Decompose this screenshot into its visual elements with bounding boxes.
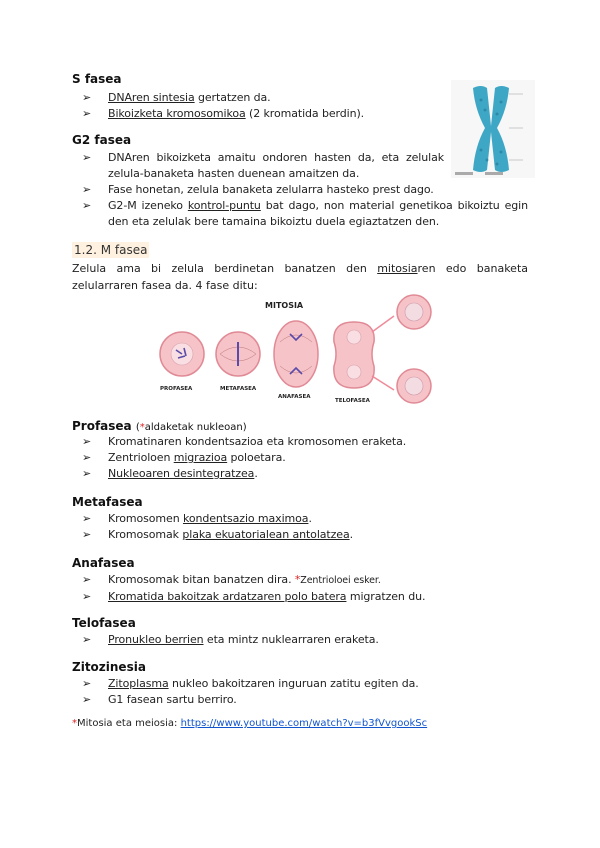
arrow-down-icon <box>372 376 394 390</box>
diagram-label-anafasea: ANAFASEA <box>278 394 311 400</box>
list-item: ➢ DNAren bikoizketa amaitu ondoren hasten da, eta zelulak zelula-banaketa hasten duenean amaitzen da. <box>82 151 444 180</box>
g2-phase-list-top <box>72 150 444 198</box>
list-item: ➢ Fase honetan, zelula banaketa zelularra hasteko prest dago. <box>82 183 434 196</box>
list-item: ➢ Kromosomak plaka ekuatorialean antolatzea. <box>82 528 354 541</box>
list-item: ➢ Nukleoaren desintegratzea. <box>82 467 258 480</box>
diagram-label-profasea: PROFASEA <box>160 386 193 392</box>
g2-phase-list-bottom <box>72 198 528 230</box>
arrow-bullet-icon: ➢ <box>82 573 92 586</box>
list-item: ➢ G1 fasean sartu berriro. <box>82 693 237 706</box>
arrow-bullet-icon: ➢ <box>82 528 92 541</box>
list-item: ➢ Pronukleo berrien eta mintz nuklearraren eraketa. <box>82 633 379 646</box>
telofase-heading: Telofasea <box>72 616 136 630</box>
list-item: ➢ Bikoizketa kromosomikoa (2 kromatida berdin). <box>82 107 365 120</box>
telofase-list <box>72 632 528 648</box>
s-phase-heading: S fasea <box>72 72 122 86</box>
anafase-list <box>72 572 528 605</box>
m-phase-paragraph: Zelula ama bi zelula berdinetan banatzen den mitosiaren edo banaketa zelularraren fasea da. 4 fase ditu: <box>72 262 529 292</box>
anafase-cell <box>274 321 318 387</box>
arrow-bullet-icon: ➢ <box>82 633 92 646</box>
g2-phase-heading: G2 fasea <box>72 133 132 147</box>
arrow-up-icon <box>372 316 394 332</box>
youtube-link[interactable]: https://www.youtube.com/watch?v=b3fVvgookSc <box>180 718 428 729</box>
arrow-bullet-icon: ➢ <box>82 512 92 525</box>
profase-cell <box>160 332 204 376</box>
metafase-list <box>72 511 528 543</box>
daughter-cell-top <box>397 295 431 329</box>
arrow-bullet-icon: ➢ <box>82 693 92 706</box>
metafase-cell <box>216 332 260 376</box>
list-item: ➢ Kromosomak bitan banatzen dira. *Zentrioloei esker. <box>82 573 381 586</box>
m-phase-subtitle: 1.2. M fasea <box>74 243 148 257</box>
arrow-bullet-icon: ➢ <box>82 467 92 480</box>
profase-list <box>72 434 528 482</box>
footer-note: *Mitosia eta meiosia: https://www.youtube.com/watch?v=b3fVvgookSc <box>72 718 428 729</box>
arrow-bullet-icon: ➢ <box>82 677 92 690</box>
metafase-heading: Metafasea <box>72 495 143 509</box>
arrow-bullet-icon: ➢ <box>82 91 92 104</box>
chromosome-illustration <box>451 80 535 178</box>
zitozinesia-list <box>72 676 528 708</box>
arrow-bullet-icon: ➢ <box>82 107 92 120</box>
telofase-cell <box>334 322 374 388</box>
arrow-bullet-icon: ➢ <box>82 183 92 196</box>
arrow-bullet-icon: ➢ <box>82 435 92 448</box>
list-item: ➢ Kromosomen kondentsazio maximoa. <box>82 512 312 525</box>
mitosis-diagram <box>158 292 440 408</box>
list-item: ➢ Zitoplasma nukleo bakoitzaren inguruan zatitu egiten da. <box>82 677 419 690</box>
list-item: ➢ G2-M izeneko kontrol-puntu bat dago, non material genetikoa bikoiztu egin den eta zelulak bere tamaina bikoiztu duela egiaztatzen den. <box>82 199 528 228</box>
diagram-label-metafasea: METAFASEA <box>220 386 257 392</box>
diagram-title: MITOSIA <box>265 301 304 310</box>
list-item: ➢ DNAren sintesia gertatzen da. <box>82 91 271 104</box>
list-item: ➢ Kromatida bakoitzak ardatzaren polo batera migratzen du. <box>82 590 426 603</box>
arrow-bullet-icon: ➢ <box>82 590 92 603</box>
list-item: ➢ Kromatinaren kondentsazioa eta kromosomen eraketa. <box>82 435 407 448</box>
arrow-bullet-icon: ➢ <box>82 199 92 212</box>
daughter-cell-bottom <box>397 369 431 403</box>
diagram-label-telofasea: TELOFASEA <box>335 398 370 404</box>
anafase-heading: Anafasea <box>72 556 135 570</box>
list-item: ➢ Zentrioloen migrazioa poloetara. <box>82 451 286 464</box>
arrow-bullet-icon: ➢ <box>82 451 92 464</box>
arrow-bullet-icon: ➢ <box>82 151 92 164</box>
zitozinesia-heading: Zitozinesia <box>72 660 146 674</box>
profase-heading: Profasea (*aldaketak nukleoan) <box>72 419 247 433</box>
